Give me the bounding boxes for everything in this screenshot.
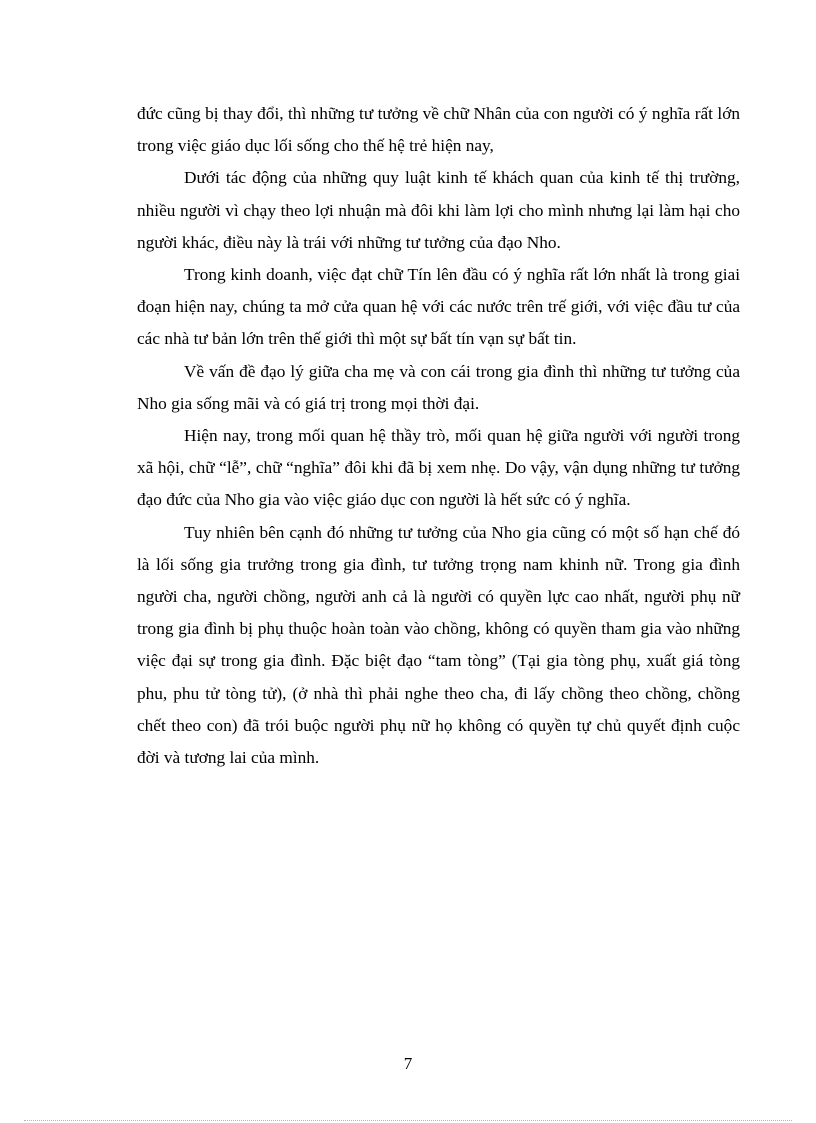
paragraph-market-economy: Dưới tác động của những quy luật kinh tế khách quan của kinh tế thị trường, nhiều người vì chạy theo lợi nhuận mà đôi khi làm lợi cho mình nhưng lại làm hại cho người khác, điều này là trái với những tư tưởng của đạo Nho. (137, 168, 740, 252)
page-bottom-edge (24, 1120, 792, 1121)
paragraph-limitations: Tuy nhiên bên cạnh đó những tư tưởng của Nho gia cũng có một số hạn chế đó là lối sống gia trưởng trong gia đình, tư tưởng trọng nam khinh nữ. Trong gia đình người cha, người chồng, người anh cả là người có quyền lực cao nhất, người phụ nữ trong gia đình bị phụ thuộc hoàn toàn vào chồng, không có quyền tham gia vào những việc đại sự trong gia đình. Đặc biệt đạo “tam tòng” (Tại gia tòng phụ, xuất giá tòng phu, phu tử tòng tử), (ở nhà thì phải nghe theo cha, đi lấy chồng theo chồng, chồng chết theo con) đã trói buộc người phụ nữ họ không có quyền tự chủ quyết định cuộc đời và tương lai của mình. (137, 522, 740, 768)
page-number: 7 (403, 1054, 413, 1073)
paragraph-business-trust: Trong kinh doanh, việc đạt chữ Tín lên đầu có ý nghĩa rất lớn nhất là trong giai đoạn hiện nay, chúng ta mở cửa quan hệ với các nước trên trế giới, với việc đầu tư của các nhà tư bản lớn trên thế giới thì một sự bất tín vạn sự bất tin. (137, 265, 740, 349)
body-text (137, 98, 740, 774)
paragraph-family-ethics: Về vấn đề đạo lý giữa cha mẹ và con cái trong gia đình thì những tư tưởng của Nho gia sống mãi và có giá trị trong mọi thời đại. (137, 361, 740, 413)
paragraph-teacher-student: Hiện nay, trong mối quan hệ thầy trò, mối quan hệ giữa người với người trong xã hội, chữ “lễ”, chữ “nghĩa” đôi khi đã bị xem nhẹ. Do vậy, vận dụng những tư tưởng đạo đức của Nho gia vào việc giáo dục con người là hết sức có ý nghĩa. (137, 426, 740, 510)
paragraph-continuation: đức cũng bị thay đổi, thì những tư tưởng về chữ Nhân của con người có ý nghĩa rất lớn trong việc giáo dục lối sống cho thế hệ trẻ hiện nay, (137, 104, 740, 156)
